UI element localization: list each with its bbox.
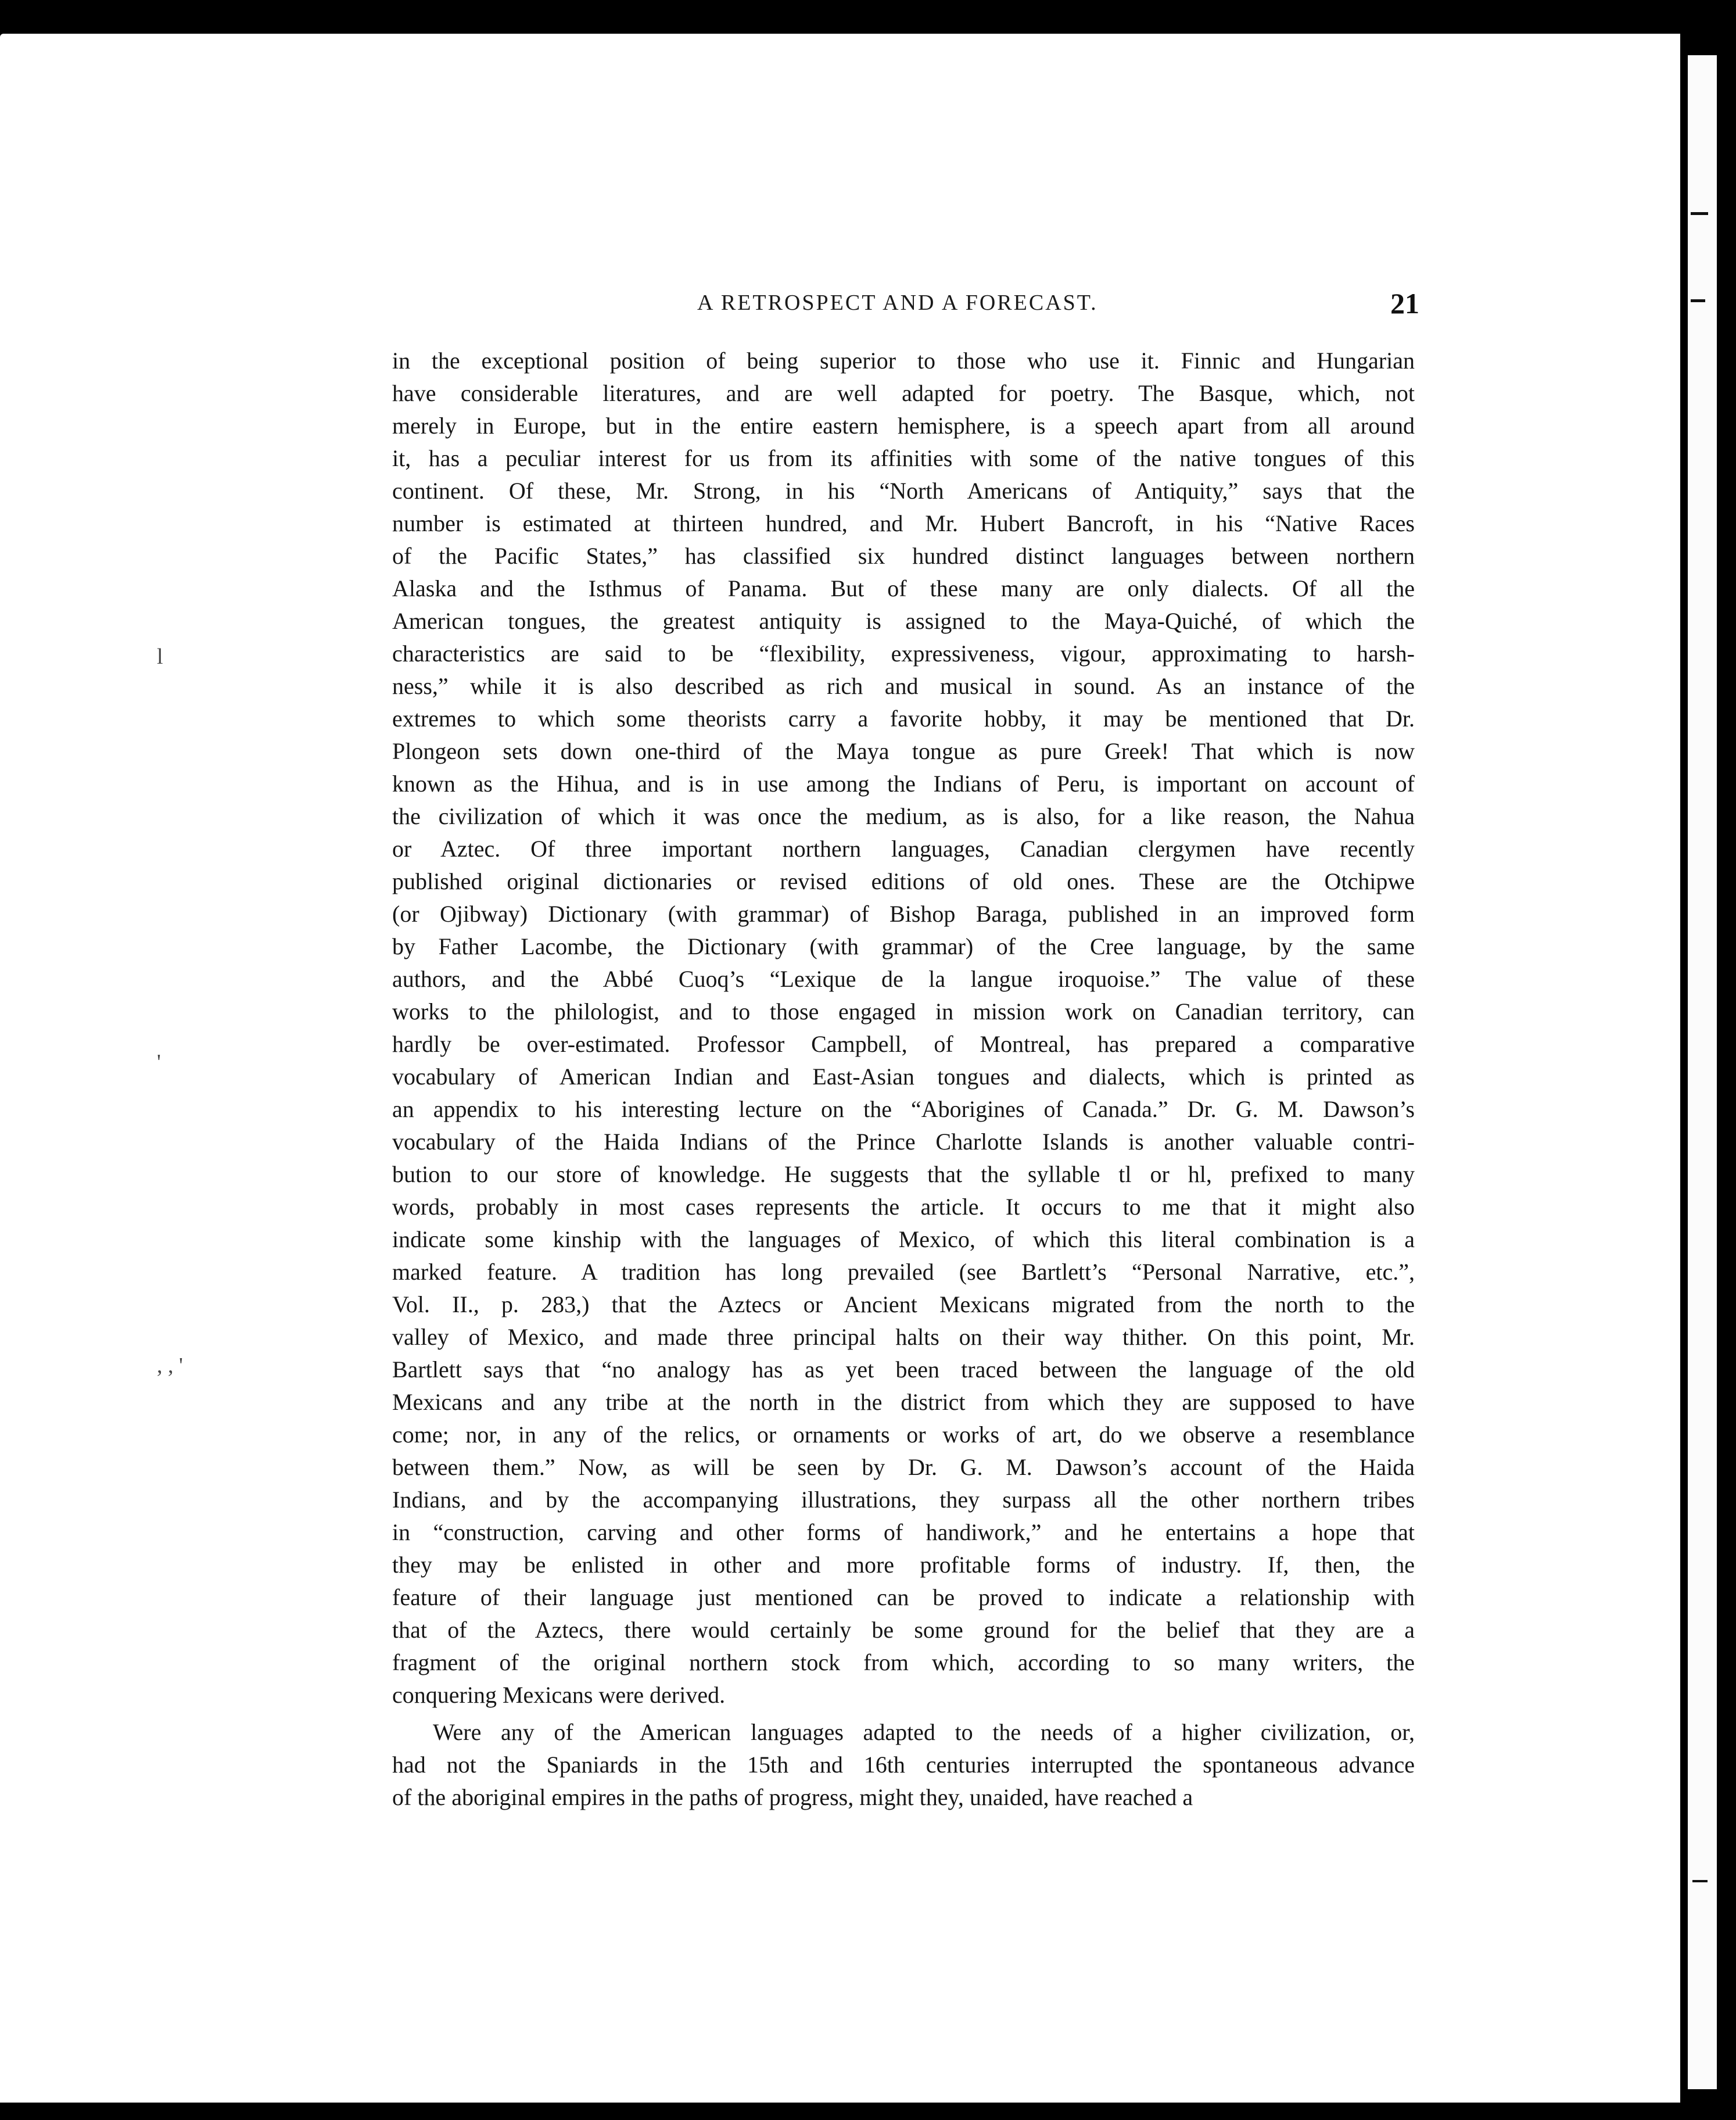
text-line: an appendix to his interesting lecture on the “Aborigines of Canada.” Dr. G. M. Dawson’s <box>392 1096 1415 1122</box>
text-line: merely in Europe, but in the entire eastern hemisphere, is a speech apart from all around <box>392 413 1415 439</box>
text-line: by Father Lacombe, the Dictionary (with grammar) of the Cree language, by the same <box>392 933 1415 959</box>
text-line: Vol. II., p. 283,) that the Aztecs or Ancient Mexicans migrated from the north to the <box>392 1291 1415 1317</box>
text-line: that of the Aztecs, there would certainly be some ground for the belief that they are a <box>392 1617 1415 1643</box>
edge-mark <box>1691 299 1705 302</box>
text-line: in “construction, carving and other forms of handiwork,” and he entertains a hope that <box>392 1519 1415 1545</box>
margin-mark: , , ' <box>157 1353 183 1378</box>
text-line: of the Pacific States,” has classified six hundred distinct languages between northern <box>392 543 1415 569</box>
text-line: Plongeon sets down one-third of the Maya tongue as pure Greek! That which is now <box>392 738 1415 764</box>
text-line: ness,” while it is also described as rich and musical in sound. As an instance of the <box>392 673 1415 699</box>
text-line: have considerable literatures, and are well adapted for poetry. The Basque, which, not <box>392 380 1415 406</box>
text-line: indicate some kinship with the languages of Mexico, of which this literal combination is a <box>392 1226 1415 1252</box>
text-line: come; nor, in any of the relics, or ornaments or works of art, do we observe a resemblance <box>392 1421 1415 1448</box>
text-line: feature of their language just mentioned can be proved to indicate a relationship with <box>392 1584 1415 1610</box>
text-line: of the aboriginal empires in the paths of progress, might they, unaided, have reached a <box>392 1784 1193 1810</box>
text-line: fragment of the original northern stock from which, according to so many writers, the <box>392 1649 1415 1675</box>
text-line: conquering Mexicans were derived. <box>392 1682 726 1708</box>
text-line: known as the Hihua, and is in use among the Indians of Peru, is important on account of <box>392 771 1415 797</box>
paragraph <box>392 345 1415 1711</box>
text-line: it, has a peculiar interest for us from its affinities with some of the native tongues of this <box>392 445 1415 471</box>
paragraph <box>392 1716 1415 1814</box>
text-line: bution to our store of knowledge. He suggests that the syllable tl or hl, prefixed to many <box>392 1161 1415 1187</box>
text-line: the civilization of which it was once the medium, as is also, for a like reason, the Nahua <box>392 803 1415 829</box>
text-line: valley of Mexico, and made three principal halts on their way thither. On this point, Mr. <box>392 1324 1415 1350</box>
text-line: extremes to which some theorists carry a favorite hobby, it may be mentioned that Dr. <box>392 706 1415 732</box>
text-line: continent. Of these, Mr. Strong, in his “North Americans of Antiquity,” says that the <box>392 478 1415 504</box>
page-header <box>0 287 1680 325</box>
text-line: Alaska and the Isthmus of Panama. But of these many are only dialects. Of all the <box>392 575 1415 601</box>
body-text <box>392 345 1415 1814</box>
running-title: A RETROSPECT AND A FORECAST. <box>697 291 1098 315</box>
text-line: words, probably in most cases represents the article. It occurs to me that it might also <box>392 1194 1415 1220</box>
text-line: characteristics are said to be “flexibility, expressiveness, vigour, approximating to harsh- <box>392 640 1415 667</box>
text-line: published original dictionaries or revised editions of old ones. These are the Otchipwe <box>392 868 1415 894</box>
text-line: hardly be over-estimated. Professor Campbell, of Montreal, has prepared a comparative <box>392 1031 1415 1057</box>
text-line: (or Ojibway) Dictionary (with grammar) of Bishop Baraga, published in an improved form <box>392 901 1415 927</box>
margin-mark: ' <box>157 1050 161 1075</box>
page-number: 21 <box>1390 287 1419 320</box>
text-line: Indians, and by the accompanying illustrations, they surpass all the other northern tribes <box>392 1487 1415 1513</box>
margin-mark: l <box>157 644 163 669</box>
text-line: Bartlett says that “no analogy has as yet been traced between the language of the old <box>392 1356 1415 1383</box>
text-line: in the exceptional position of being superior to those who use it. Finnic and Hungarian <box>392 348 1415 374</box>
text-line: vocabulary of the Haida Indians of the Prince Charlotte Islands is another valuable contri- <box>392 1129 1415 1155</box>
text-line: number is estimated at thirteen hundred, and Mr. Hubert Bancroft, in his “Native Races <box>392 510 1415 536</box>
text-line: marked feature. A tradition has long prevailed (see Bartlett’s “Personal Narrative, etc.”, <box>392 1259 1415 1285</box>
text-line: Were any of the American languages adapted to the needs of a higher civilization, or, <box>433 1719 1415 1745</box>
edge-mark <box>1692 1880 1708 1882</box>
text-line: between them.” Now, as will be seen by Dr. G. M. Dawson’s account of the Haida <box>392 1454 1415 1480</box>
text-line: or Aztec. Of three important northern languages, Canadian clergymen have recently <box>392 836 1415 862</box>
text-line: works to the philologist, and to those engaged in mission work on Canadian territory, can <box>392 998 1415 1025</box>
text-line: had not the Spaniards in the 15th and 16th centuries interrupted the spontaneous advance <box>392 1752 1415 1778</box>
next-page-edge <box>1688 55 1717 2089</box>
text-line: vocabulary of American Indian and East-Asian tongues and dialects, which is printed as <box>392 1063 1415 1090</box>
text-line: American tongues, the greatest antiquity is assigned to the Maya-Quiché, of which the <box>392 608 1415 634</box>
edge-mark <box>1691 212 1708 215</box>
text-line: they may be enlisted in other and more profitable forms of industry. If, then, the <box>392 1552 1415 1578</box>
page <box>0 34 1680 2103</box>
text-line: authors, and the Abbé Cuoq’s “Lexique de la langue iroquoise.” The value of these <box>392 966 1415 992</box>
text-line: Mexicans and any tribe at the north in the district from which they are supposed to have <box>392 1389 1415 1415</box>
